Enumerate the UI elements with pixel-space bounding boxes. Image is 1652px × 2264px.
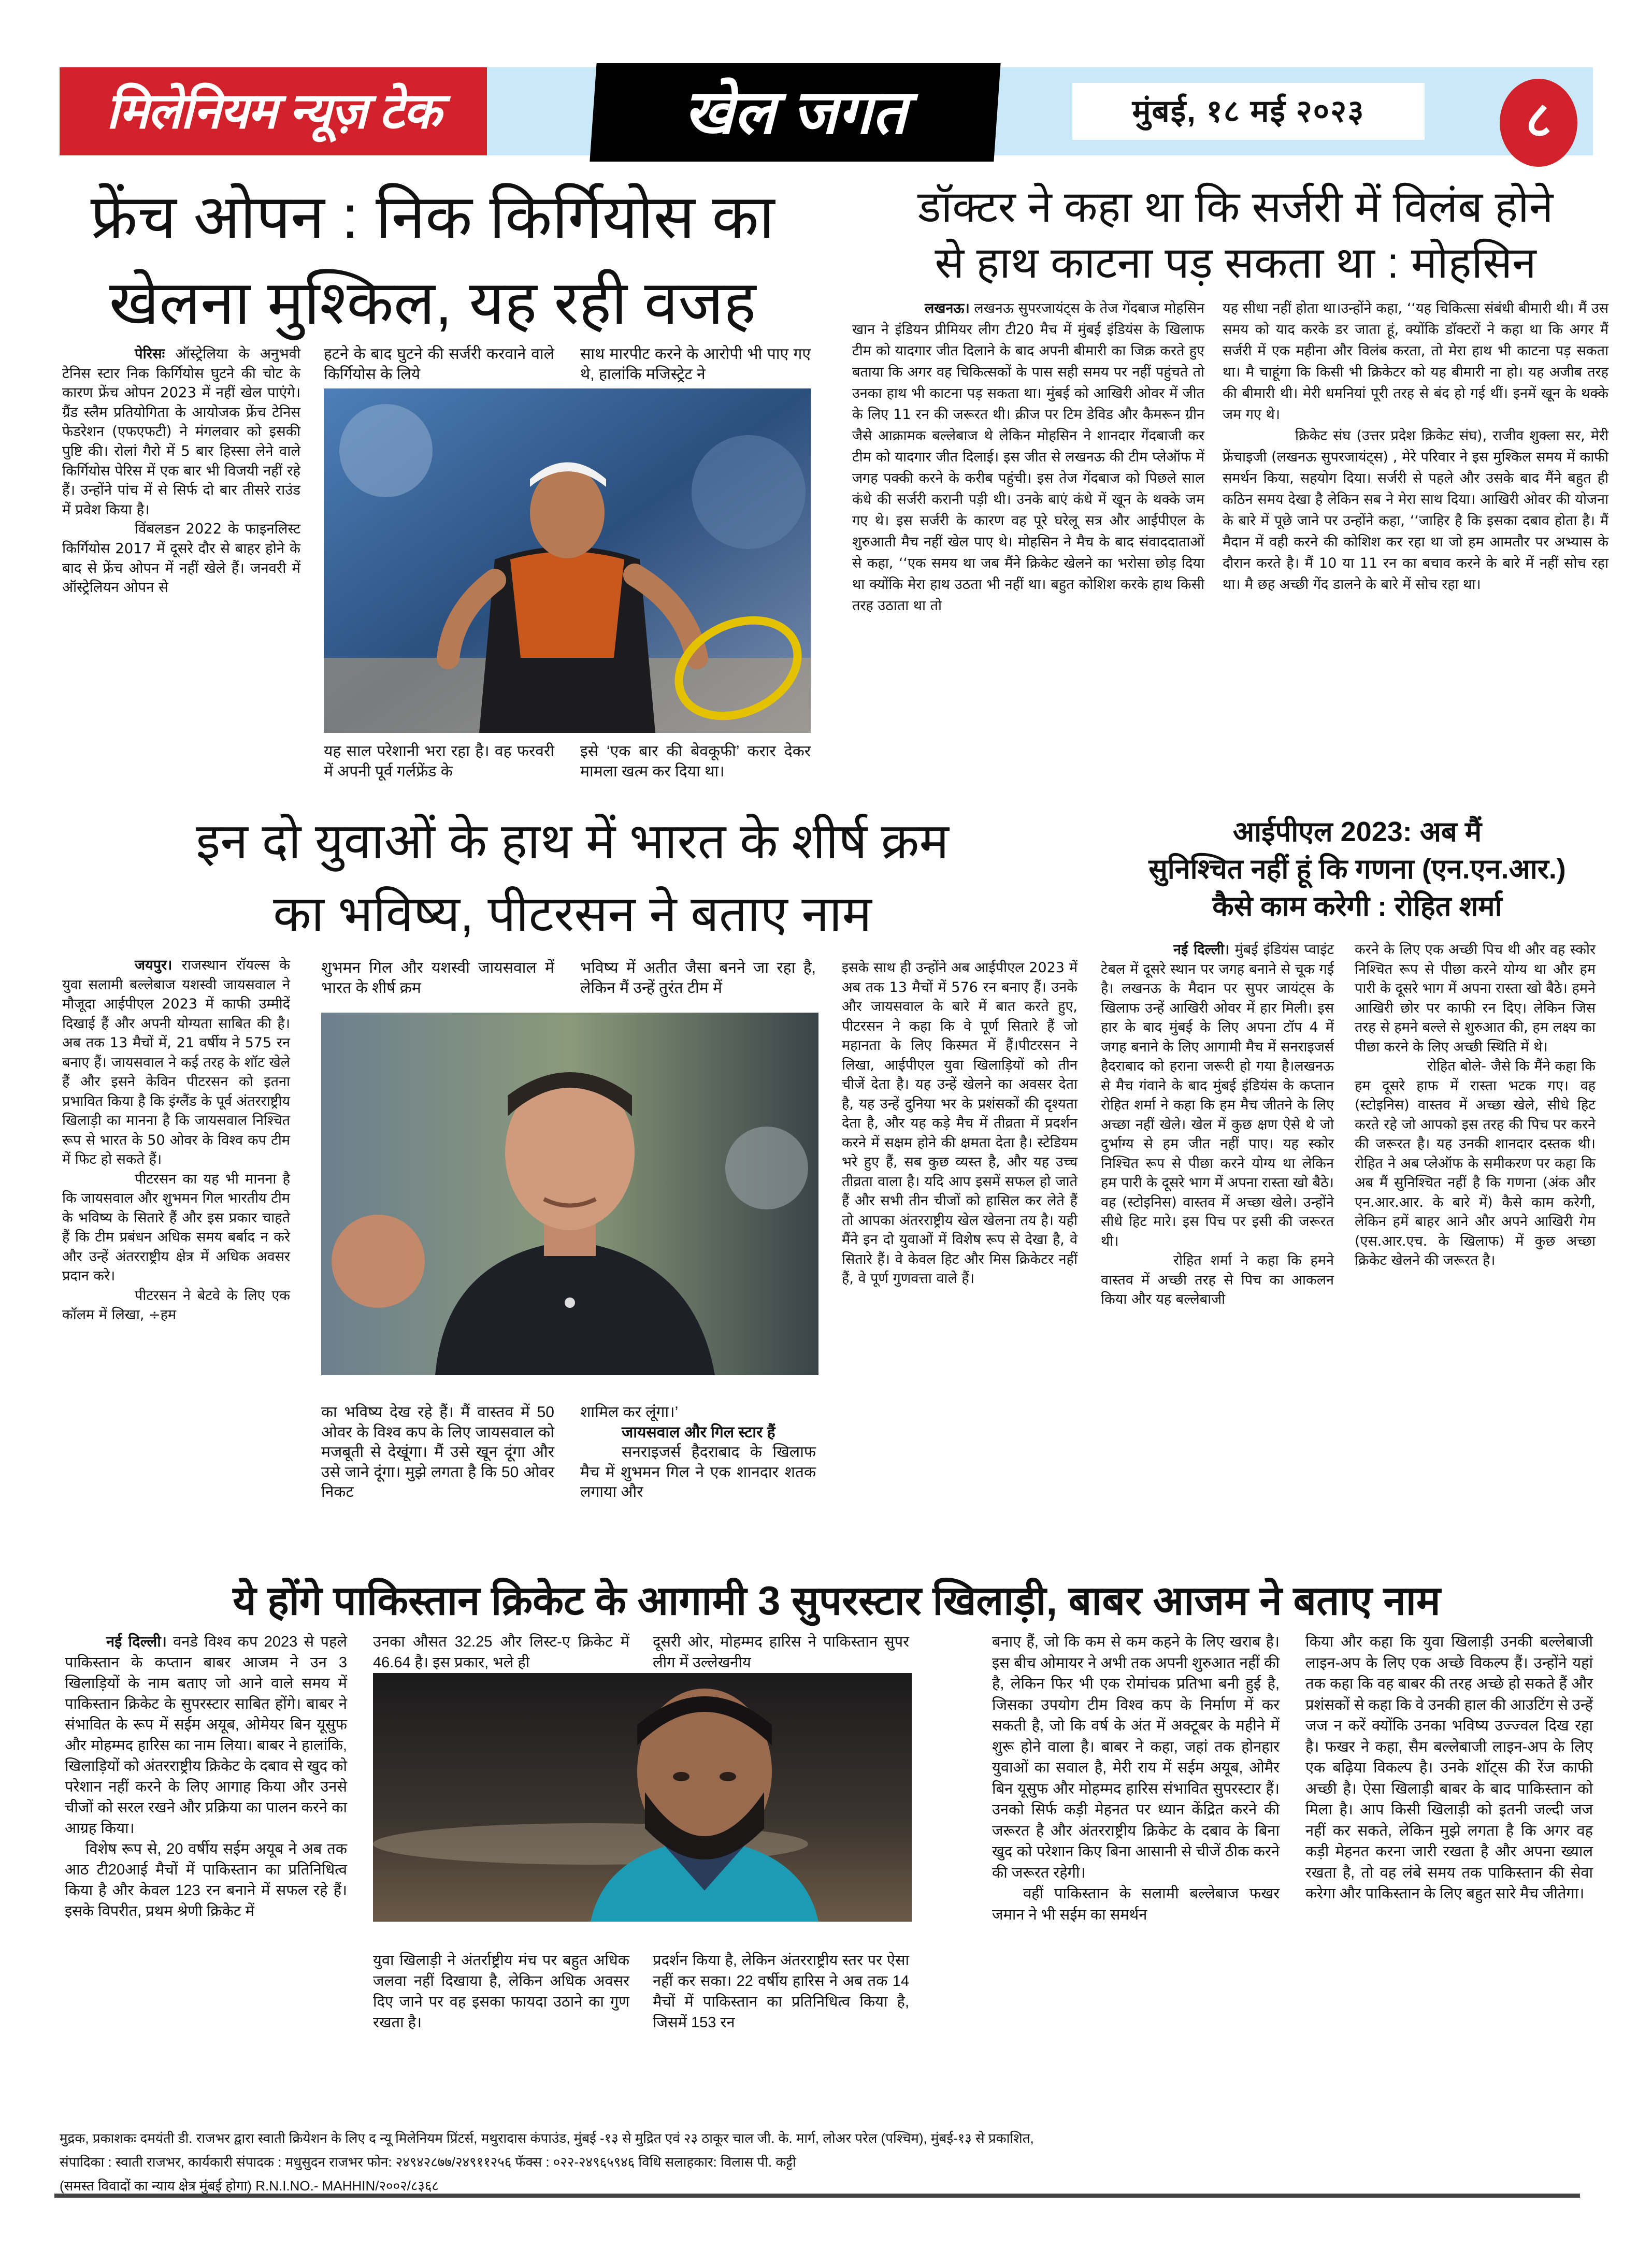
pietersen-para-quote-end: शामिल कर लूंगा।’ [580, 1404, 679, 1421]
masthead [60, 67, 1593, 155]
pietersen-para-1-text: राजस्थान रॉयल्स के युवा सलामी बल्लेबाज यशस्वी जायसवाल ने मौजूदा आईपीएल 2023 में काफी उम्मीदें दिखाई हैं और अपनी योग्यता साबित की है। अब तक 13 मैचों में, 21 वर्षीय ने 575 रन बनाए हैं। जायसवाल ने कई तरह के शॉट खेले हैं और इसने केविन पीटरसन को इतना प्रभावित किया है कि इंग्लैंड के पूर्व अंतरराष्ट्रीय खिलाड़ी का मानना है कि जायसवाल निश्चित रूप से भारत के 50 ओवर के विश्व कप टीम में फिट हो सकते हैं। [62, 957, 290, 1167]
footer-divider [54, 2194, 1580, 2198]
kyrgios-headline-line2: खेलना मुश्किल, यह रही वजह [109, 269, 756, 337]
pietersen-column-3-bottom [580, 1403, 816, 1503]
pietersen-column-2-bottom: का भविष्य देख रहे हैं। मैं वास्तव में 50 ओवर के विश्व कप के लिए जायसवाल को मजबूती से देखूंगा। मैं उसे खून दूंगा और उसे जाने दूंगा। मुझे लगता है कि 50 ओवर निकट [321, 1404, 554, 1501]
pietersen-subhead: जायसवाल और गिल स्टार हैं [622, 1423, 775, 1441]
babar-column-1 [65, 1632, 347, 1922]
rohit-headline-line3: कैसे काम करेगी : रोहित शर्मा [1212, 891, 1502, 922]
kyrgios-para-1 [62, 344, 300, 520]
newspaper-logo: मिलेनियम न्यूज़ टेक [60, 67, 487, 155]
imprint-line-rni: (समस्त विवादों का न्याय क्षेत्र मुंबई होगा) R.N.I.NO.- MAHHIN/२००२/८३६८ [60, 2178, 439, 2194]
pietersen-photo [321, 1013, 818, 1375]
babar-dateline: नई दिल्ली। [106, 1634, 167, 1650]
pietersen-para-gill: सनराइजर्स हैदराबाद के खिलाफ मैच में शुभमन गिल ने एक शानदार शतक लगाया और [580, 1444, 816, 1501]
rohit-column-2 [1355, 940, 1596, 1271]
pietersen-para-3: पीटरसन ने बेटवे के लिए एक कॉलम में लिखा, ÷हम [62, 1287, 290, 1323]
kyrgios-headline-line1: फ्रेंच ओपन : निक किर्गियोस का [90, 183, 775, 251]
mohsin-headline-line1: डॉक्टर ने कहा था कि सर्जरी में विलंब होने [917, 182, 1554, 231]
rohit-dateline: नई दिल्ली। [1173, 942, 1230, 958]
rohit-para-3: करने के लिए एक अच्छी पिच थी और वह स्कोर निश्चित रूप से पीछा करने योग्य था और हम पारी के दूसरे भाग में अपना रास्ता खो बैठे। हमने आखिरी छोर पर काफी रन दिए। लेकिन जिस तरह से हमने बल्ले से शुरुआत की, हम लक्ष्य का पीछा करने के लिए अच्छी स्थिति में थे। [1355, 942, 1596, 1055]
rohit-para-1 [1101, 940, 1334, 1251]
mohsin-headline [844, 179, 1627, 291]
rohit-headline [1098, 813, 1616, 925]
mohsin-para-1 [852, 298, 1204, 616]
babar-para-3: बनाए हैं, जो कि कम से कम कहने के लिए खराब है। इस बीच ओमायर ने अभी तक अपनी शुरुआत नहीं की है, लेकिन फिर भी एक रोमांचक प्रतिभा बनी हुई है, जिसका उपयोग टीम विश्व कप के निर्माण में कर सकती है, जो कि वर्ष के अंत में अक्टूबर के महीने में शुरू होने वाला है। बाबर ने कहा, जहां तक होनहार युवाओं का सवाल है, मेरी राय में सईम अयूब, ओमैर बिन यूसुफ और मोहम्मद हारिस संभावित सुपरस्टार हैं। उनको सिर्फ कड़ी मेहनत पर ध्यान केंद्रित करने की जरूरत है और अंतरराष्ट्रीय क्रिकेट के दबाव के बिना खुद को परेशान किए बिना आसानी से चीजें ठीक करने की जरूरत रहेगी। [992, 1634, 1280, 1881]
tennis-player-image [324, 388, 811, 733]
kyrgios-photo [324, 388, 811, 733]
imprint-footer [60, 2126, 1608, 2198]
kyrgios-column-2-bottom: यह साल परेशानी भरा रहा है। वह फरवरी में अपनी पूर्व गर्लफ्रेंड के [324, 743, 554, 780]
pietersen-headline [57, 805, 1088, 950]
kyrgios-dateline: पेरिसः [135, 345, 165, 362]
mohsin-column-2 [1223, 298, 1608, 595]
kevin-pietersen-image [321, 1013, 818, 1375]
babar-azam-image [373, 1673, 912, 1922]
imprint-line-printer: मुद्रक, प्रकाशकः दमयंती डी. राजभर द्वारा स्वाती क्रियेशन के लिए द न्यू मिलेनियम प्रिंटर्स, मथुरादास कंपाउंड, मुंबई -१३ से मुद्रित एवं २३ ठाकूर चाल जी. के. मार्ग, लोअर परेल (पश्चिम), मुंबई-१३ से प्रकाशित, [60, 2130, 1034, 2146]
pietersen-column-3-top: भविष्य में अतीत जैसा बनने जा रहा है, लेकिन मैं उन्हें तुरंत टीम में [580, 959, 816, 997]
rohit-para-2: रोहित शर्मा ने कहा कि हमने वास्तव में अच्छी तरह से पिच का आकलन किया और यह बल्लेबाजी [1101, 1252, 1334, 1307]
rohit-para-1-text: मुंबई इंडियंस प्वाइंट टेबल में दूसरे स्थान पर जगह बनाने से चूक गई है। लखनऊ के मैदान पर सुपर जायंट्स के खिलाफ उन्हें आखिरी ओवर में हार मिली। इस हार के बाद मुंबई के लिए अपना टॉप 4 में जगह बनाने के लिए आगामी मैच में सनराइजर्स हैदराबाद को हराना जरूरी हो गया है।लखनऊ से मैच गंवाने के बाद मुंबई इंडियंस के कप्तान रोहित शर्मा ने कहा कि हम मैच जीतने के लिए अच्छा नहीं खेले। खेल में कुछ क्षण ऐसे थे जो दुर्भाग्य से हम जीत नहीं पाए। यह स्कोर निश्चित रूप से पीछा करने योग्य था लेकिन हम पारी के दूसरे भाग में अपना रास्ता खो बैठे। वह (स्टोइनिस) वास्तव में अच्छा खेले। उन्होंने सीधे हिट मारे। इस पिच पर इसी की जरूरत थी। [1101, 942, 1334, 1249]
babar-column-2-top: उनका औसत 32.25 और लिस्ट-ए क्रिकेट में 46.64 है। इस प्रकार, भले ही [373, 1634, 629, 1671]
pietersen-column-1 [62, 956, 290, 1325]
pietersen-dateline: जयपुर। [135, 957, 173, 973]
pietersen-headline-line2: का भविष्य, पीटरसन ने बताए नाम [273, 886, 872, 942]
kyrgios-column-1 [62, 344, 300, 598]
kyrgios-column-3-top: साथ मारपीट करने के आरोपी भी पाए गए थे, हालांकि मजिस्ट्रेट ने [580, 345, 811, 383]
pietersen-column-2-top: शुभमन गिल और यशस्वी जायसवाल में भारत के शीर्ष क्रम [321, 959, 554, 997]
mohsin-para-2: यह सीधा नहीं होता था।उन्होंने कहा, ‘‘यह चिकित्सा संबंधी बीमारी थी। मैं उस समय को याद करके डर जाता हूं, क्योंकि डॉक्टरों ने कहा था कि अगर मैं सर्जरी में एक महीना और विलंब करता, तो मेरा हाथ भी काटना पड़ सकता था। मै चाहूंगा कि किसी भी क्रिकेटर को यह बीमारी ना हो। यह अजीब तरह की बीमारी थी। मेरी धमनियां पूरी तरह से बंद हो गई थीं। इनमें खून के थक्के जम गए थे। [1223, 300, 1608, 423]
rohit-headline-line2: सुनिश्चित नहीं हूं कि गणना (एन.एन.आर.) [1148, 854, 1566, 885]
kyrgios-column-2-top: हटने के बाद घुटने की सर्जरी करवाने वाले किर्गियोस के लिये [324, 345, 554, 383]
babar-para-1 [65, 1632, 347, 1839]
kyrgios-headline [57, 179, 808, 341]
babar-column-3-bottom: प्रदर्शन किया है, लेकिन अंतरराष्ट्रीय स्तर पर ऐसा नहीं कर सका। 22 वर्षीय हारिस ने अब तक 14 मैचों में पाकिस्तान का प्रतिनिधित्व किया है, जिसमें 153 रन [653, 1952, 909, 2031]
babar-column-5: किया और कहा कि युवा खिलाड़ी उनकी बल्लेबाजी लाइन-अप के लिए एक अच्छे विकल्प हैं। उन्होंने यहां तक कहा कि वह बाबर की तरह अच्छे हो सकते हैं और प्रशंसकों से कहा कि वे उनकी हाल की आउटिंग से उन्हें जज न करें क्योंकि उनका भविष्य उज्ज्वल दिख रहा है। फखर ने कहा, सैम बल्लेबाजी लाइन-अप के लिए एक बढ़िया विकल्प है। उनके शॉट्स की रेंज काफी अच्छी है। ऐसा खिलाड़ी बाबर के बाद पाकिस्तान को मिला है। आप किसी खिलाड़ी को इतनी जल्दी जज नहीं कर सकते, लेकिन मुझे लगता है कि अगर वह कड़ी मेहनत करना जारी रखता है और अपना ख्याल रखता है, तो वह लंबे समय तक पाकिस्तान की सेवा करेगा और पाकिस्तान के लिए बहुत सारे मैच जीतेगा। [1305, 1634, 1593, 1902]
rohit-column-1 [1101, 940, 1334, 1309]
kyrgios-para-2: विंबलडन 2022 के फाइनलिस्ट किर्गियोस 2017 में दूसरे दौर से बाहर होने के बाद से फ्रेंच ओपन में नहीं खेले हैं। जनवरी में ऑस्ट्रेलियन ओपन से [62, 521, 300, 596]
kyrgios-para-1-text: ऑस्ट्रेलिया के अनुभवी टेनिस स्टार निक किर्गियोस घुटने की चोट के कारण फ्रेंच ओपन 2023 में नहीं खेल पाएंगे। ग्रैंड स्लैम प्रतियोगिता के आयोजक फ्रेंच टेनिस फेडरेशन (एफएफटी) ने मंगलवार को इसकी पुष्टि की। रोलां गैरो में 5 बार हिस्सा लेने वाले किर्गियोस पेरिस में एक बार भी विजयी नहीं रहे हैं। उन्होंने पांच में से सिर्फ दो बार तीसरे राउंड में प्रवेश किया है। [62, 345, 300, 518]
mohsin-column-1 [852, 298, 1204, 616]
rohit-para-4: रोहित बोले- जैसे कि मैंने कहा कि हम दूसरे हाफ में रास्ता भटक गए। वह (स्टोइनिस) वास्तव में अच्छा खेले, सीधे हिट करते रहे जो आपको इस तरह की पिच पर करने की जरूरत है। यह उनकी शानदार दस्तक थी। रोहित ने अब प्लेऑफ के समीकरण पर कहा कि अब मैं सुनिश्चित नहीं है कि गणना (अंक और एन.आर.आर. के बारे में) कैसे काम करेगी, लेकिन हमें बाहर आने और अपने आखिरी गेम (एस.आर.एच. के खिलाफ) में कुछ अच्छा क्रिकेट खेलने की जरूरत है। [1355, 1058, 1596, 1268]
pietersen-para-2: पीटरसन का यह भी मानना है कि जायसवाल और शुभमन गिल भारतीय टीम के भविष्य के सितारे हैं और इस प्रकार चाहते हैं कि टीम प्रबंधन अधिक समय बर्बाद न करे और उन्हें अंतरराष्ट्रीय क्षेत्र में अधिक अवसर प्रदान करे। [62, 1171, 290, 1284]
mohsin-para-3: क्रिकेट संघ (उत्तर प्रदेश क्रिकेट संघ), राजीव शुक्ला सर, मेरी फ्रेंचाइजी (लखनऊ सुपरजायंट्स) , मेरे परिवार ने इस मुश्किल समय में काफी समर्थन किया, सहयोग दिया। सर्जरी से पहले और उसके बाद मैंने बहुत ही कठिन समय देखा है लेकिन सब ने मेरा साथ दिया। आखिरी ओवर की योजना के बारे में पूछे जाने पर उन्होंने कहा, ‘‘जाहिर है कि इसका दबाव होता है। मैं मैदान में वही करने की कोशिश कर रहा था जो हम आमतौर पर अभ्यास के दौरान करते है। मैं 10 या 11 रन का बचाव करने के बारे में नहीं सोच रहा था। मै छह अच्छी गेंद डालने के बारे में सोच रहा था। [1223, 428, 1608, 593]
babar-photo [373, 1673, 912, 1922]
pietersen-column-4: इसके साथ ही उन्होंने अब आईपीएल 2023 में अब तक 13 मैचों में 576 रन बनाए हैं। उनके और जायसवाल के बारे में बात करते हुए, पीटरसन ने कहा कि वे पूर्ण सितारे हैं जो महानता के लिए किस्मत में हैं।पीटरसन ने लिखा, आईपीएल युवा खिलाड़ियों को तीन चीजें देता है। यह उन्हें खेलने का अवसर देता है, यह उन्हें दुनिया भर के प्रशंसकों की दृश्यता देता है, और यह कड़े मैच में तीव्रता में प्रदर्शन करने में सक्षम होने की क्षमता देता है। स्टेडियम भरे हुए हैं, सब कुछ व्यस्त है, और यह उच्च तीव्रता वाला है। यदि आप इसमें सफल हो जाते हैं और सभी तीन चीजों को हासिल कर लेते हैं तो आपका अंतरराष्ट्रीय खेल खेलना तय है। यही मैंने इन दो युवाओं में विशेष रूप से देखा है, वे सितारे हैं। वे केवल हिट और मिस क्रिकेटर नहीं हैं, वे पूर्ण गुणवत्ता वाले हैं। [842, 960, 1078, 1287]
rohit-headline-line1: आईपीएल 2023: अब मैं [1232, 816, 1482, 847]
babar-headline: ये होंगे पाकिस्तान क्रिकेट के आगामी 3 सुपरस्टार खिलाड़ी, बाबर आजम ने बताए नाम [233, 1578, 1441, 1623]
section-title-text: खेल जगत [683, 78, 907, 147]
babar-column-4 [992, 1632, 1280, 1925]
edition-date: मुंबई, १८ मई २०२३ [1072, 83, 1425, 140]
babar-para-1-text: वनडे विश्व कप 2023 से पहले पाकिस्तान के कप्तान बाबर आजम ने उन 3 खिलाड़ियों के नाम बताए जो आने वाले समय में पाकिस्तान क्रिकेट के सुपरस्टार साबित होंगे। बाबर ने संभावित के रूप में सईम अयूब, ओमेयर बिन यूसुफ और मोहम्मद हारिस का नाम लिया। बाबर ने हालांकि, खिलाड़ियों को अंतरराष्ट्रीय क्रिकेट के दबाव से खुद को परेशान नहीं करने के लिए आगाह किया और उनसे चीजों को सरल रखने और प्रक्रिया का पालन करने का आग्रह किया। [65, 1634, 348, 1837]
mohsin-dateline: लखनऊ। [925, 300, 970, 316]
babar-column-3-top: दूसरी ओर, मोहम्मद हारिस ने पाकिस्तान सुपर लीग में उल्लेखनीय [653, 1634, 909, 1671]
pietersen-para-1 [62, 956, 290, 1170]
section-title [590, 63, 1000, 162]
kyrgios-column-3-bottom: इसे ‘एक बार की बेवकूफी’ करार देकर मामला खत्म कर दिया था। [580, 743, 811, 780]
babar-para-2: विशेष रूप से, 20 वर्षीय सईम अयूब ने अब तक आठ टी20आई मैचों में पाकिस्तान का प्रतिनिधित्व किया है और केवल 123 रन बनाने में सफल रहे हैं। इसके विपरीत, प्रथम श्रेणी क्रिकेट में [65, 1841, 347, 1920]
mohsin-headline-line2: से हाथ काटना पड़ सकता था : मोहसिन [935, 238, 1536, 287]
imprint-line-editor: संपादिका : स्वाती राजभर, कार्यकारी संपादक : मधुसुदन राजभर फोन: २४९४२८७७/२४९११२५६ फॅक्स : ०२२-२४९६५९४६ विधि सलाहकार: विलास पी. कट्टी [60, 2154, 796, 2170]
babar-para-4: वहीं पाकिस्तान के सलामी बल्लेबाज फखर जमान ने भी सईम का समर्थन [992, 1885, 1280, 1923]
page-number-badge: ८ [1500, 79, 1577, 167]
babar-column-2-bottom: युवा खिलाड़ी ने अंतर्राष्ट्रीय मंच पर बहुत अधिक जलवा नहीं दिखाया है, लेकिन अधिक अवसर दिए जाने पर वह इसका फायदा उठाने का गुण रखता है। [373, 1952, 629, 2031]
pietersen-headline-line1: इन दो युवाओं के हाथ में भारत के शीर्ष क्रम [196, 814, 949, 869]
mohsin-para-1-text: लखनऊ सुपरजायंट्स के तेज गेंदबाज मोहसिन खान ने इंडियन प्रीमियर लीग टी20 मैच में मुंबई इंडियंस के खिलाफ टीम को यादगार जीत दिलाने के बाद अपनी बीमारी का जिक्र करते हुए बताया कि अगर वह चिकित्सकों के पास सही समय पर नहीं पहुंचते तो उनका हाथ भी काटना पड़ सकता था। मुंबई को आखिरी ओवर में जीत के लिए 11 रन की जरूरत थी। क्रीज पर टिम डेविड और कैमरून ग्रीन जैसे आक्रामक बल्लेबाज थे लेकिन मोहसिन ने शानदार गेंदबाजी कर टीम को यादगार जीत दिलाई। इस जीत से लखनऊ की टीम प्लेऑफ में जगह पक्की करने के करीब पहुंची। इस तेज गेंदबाज को पिछले साल कंधे की सर्जरी करानी पड़ी थी। उनके बाएं कंधे में खून के थक्के जम गए थे। इस सर्जरी के कारण वह पूरे घरेलू सत्र और आईपीएल के शुरुआती मैच नहीं खेल पाए थे। मोहसिन ने मैच के बाद संवाददाताओं से कहा, ‘‘एक समय था जब मैंने क्रिकेट खेलने का भरोसा छोड़ दिया था क्योंकि मेरा हाथ उठता भी नहीं था। बहुत कोशिश करके हाथ किसी तरह उठाता था तो [852, 300, 1204, 614]
